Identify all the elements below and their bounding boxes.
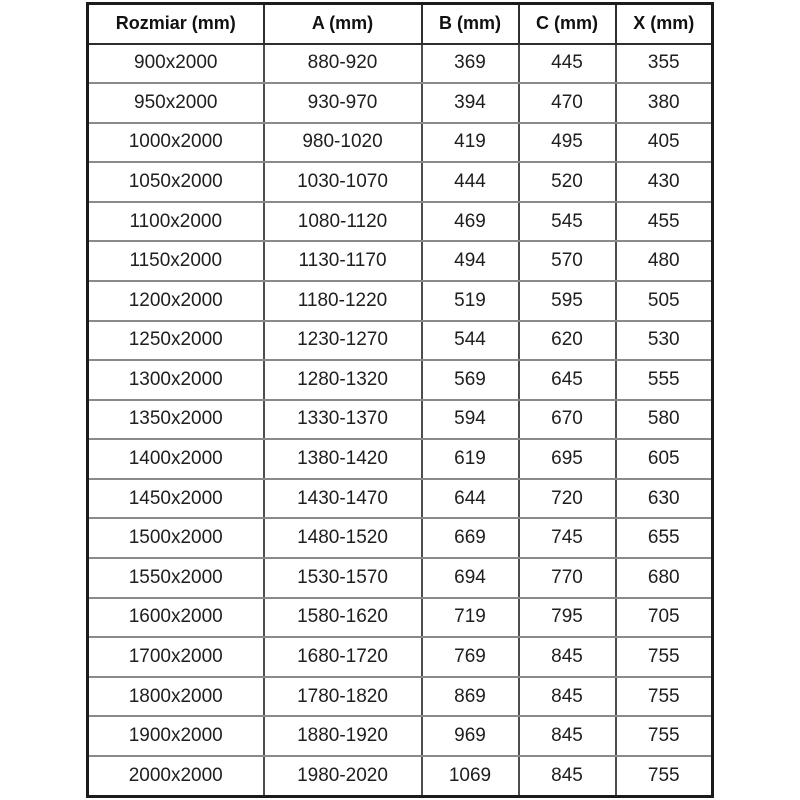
table-cell: 1880-1920 (264, 716, 422, 756)
table-cell: 580 (616, 400, 713, 440)
table-cell: 1330-1370 (264, 400, 422, 440)
table-cell: 969 (422, 716, 519, 756)
table-cell: 505 (616, 281, 713, 321)
table-cell: 1300x2000 (88, 360, 264, 400)
table-cell: 1600x2000 (88, 598, 264, 638)
table-cell: 1069 (422, 756, 519, 797)
col-header-a: A (mm) (264, 4, 422, 44)
table-cell: 469 (422, 202, 519, 242)
table-cell: 1550x2000 (88, 558, 264, 598)
table-cell: 1250x2000 (88, 321, 264, 361)
table-cell: 680 (616, 558, 713, 598)
table-cell: 405 (616, 123, 713, 163)
table-row (88, 202, 713, 242)
table-cell: 2000x2000 (88, 756, 264, 797)
table-cell: 670 (519, 400, 616, 440)
table-cell: 770 (519, 558, 616, 598)
table-cell: 570 (519, 241, 616, 281)
table-cell: 480 (616, 241, 713, 281)
table-cell: 845 (519, 716, 616, 756)
table-cell: 1500x2000 (88, 518, 264, 558)
table-cell: 1980-2020 (264, 756, 422, 797)
size-spec-table (86, 2, 714, 798)
table-cell: 1000x2000 (88, 123, 264, 163)
table-cell: 900x2000 (88, 44, 264, 84)
table-cell: 869 (422, 677, 519, 717)
table-cell: 520 (519, 162, 616, 202)
table-row (88, 44, 713, 84)
table-cell: 880-920 (264, 44, 422, 84)
table-cell: 595 (519, 281, 616, 321)
table-cell: 1780-1820 (264, 677, 422, 717)
table-cell: 1580-1620 (264, 598, 422, 638)
table-cell: 1150x2000 (88, 241, 264, 281)
table-row (88, 598, 713, 638)
table-cell: 1100x2000 (88, 202, 264, 242)
table-cell: 430 (616, 162, 713, 202)
table-cell: 950x2000 (88, 83, 264, 123)
table-cell: 1430-1470 (264, 479, 422, 519)
table-cell: 355 (616, 44, 713, 84)
table-row (88, 241, 713, 281)
table-cell: 745 (519, 518, 616, 558)
table-row (88, 123, 713, 163)
table-cell: 569 (422, 360, 519, 400)
table-row (88, 400, 713, 440)
table-cell: 555 (616, 360, 713, 400)
table-row (88, 281, 713, 321)
table-cell: 795 (519, 598, 616, 638)
table-cell: 494 (422, 241, 519, 281)
table-cell: 1030-1070 (264, 162, 422, 202)
table-cell: 755 (616, 677, 713, 717)
size-spec-table-container (86, 2, 713, 798)
table-cell: 705 (616, 598, 713, 638)
table-cell: 619 (422, 439, 519, 479)
table-row (88, 518, 713, 558)
col-header-b: B (mm) (422, 4, 519, 44)
table-cell: 1680-1720 (264, 637, 422, 677)
table-cell: 930-970 (264, 83, 422, 123)
table-cell: 630 (616, 479, 713, 519)
table-cell: 644 (422, 479, 519, 519)
table-cell: 695 (519, 439, 616, 479)
table-cell: 1700x2000 (88, 637, 264, 677)
table-cell: 1130-1170 (264, 241, 422, 281)
table-cell: 719 (422, 598, 519, 638)
table-cell: 1480-1520 (264, 518, 422, 558)
table-row (88, 677, 713, 717)
table-cell: 545 (519, 202, 616, 242)
table-cell: 1050x2000 (88, 162, 264, 202)
table-cell: 645 (519, 360, 616, 400)
table-row (88, 360, 713, 400)
table-cell: 380 (616, 83, 713, 123)
table-cell: 605 (616, 439, 713, 479)
table-row (88, 83, 713, 123)
table-cell: 1800x2000 (88, 677, 264, 717)
table-row (88, 558, 713, 598)
table-row (88, 637, 713, 677)
table-body (88, 44, 713, 797)
table-cell: 1900x2000 (88, 716, 264, 756)
table-row (88, 439, 713, 479)
table-cell: 495 (519, 123, 616, 163)
table-cell: 444 (422, 162, 519, 202)
col-header-rozmiar: Rozmiar (mm) (88, 4, 264, 44)
table-cell: 455 (616, 202, 713, 242)
table-cell: 394 (422, 83, 519, 123)
table-cell: 1350x2000 (88, 400, 264, 440)
table-row (88, 162, 713, 202)
col-header-x: X (mm) (616, 4, 713, 44)
table-row (88, 756, 713, 797)
table-cell: 720 (519, 479, 616, 519)
table-cell: 980-1020 (264, 123, 422, 163)
table-cell: 769 (422, 637, 519, 677)
table-cell: 620 (519, 321, 616, 361)
table-cell: 530 (616, 321, 713, 361)
table-cell: 1280-1320 (264, 360, 422, 400)
table-cell: 845 (519, 677, 616, 717)
table-header-row (88, 4, 713, 44)
table-cell: 1230-1270 (264, 321, 422, 361)
table-cell: 655 (616, 518, 713, 558)
table-cell: 1450x2000 (88, 479, 264, 519)
table-cell: 470 (519, 83, 616, 123)
table-row (88, 321, 713, 361)
table-cell: 369 (422, 44, 519, 84)
table-cell: 1200x2000 (88, 281, 264, 321)
table-cell: 755 (616, 756, 713, 797)
col-header-c: C (mm) (519, 4, 616, 44)
table-cell: 1180-1220 (264, 281, 422, 321)
table-cell: 1080-1120 (264, 202, 422, 242)
table-cell: 519 (422, 281, 519, 321)
table-cell: 1380-1420 (264, 439, 422, 479)
table-cell: 755 (616, 637, 713, 677)
table-cell: 755 (616, 716, 713, 756)
table-cell: 594 (422, 400, 519, 440)
table-cell: 845 (519, 637, 616, 677)
table-row (88, 716, 713, 756)
table-cell: 845 (519, 756, 616, 797)
table-cell: 669 (422, 518, 519, 558)
table-cell: 1400x2000 (88, 439, 264, 479)
table-cell: 694 (422, 558, 519, 598)
table-cell: 445 (519, 44, 616, 84)
table-cell: 544 (422, 321, 519, 361)
table-row (88, 479, 713, 519)
table-cell: 1530-1570 (264, 558, 422, 598)
table-cell: 419 (422, 123, 519, 163)
